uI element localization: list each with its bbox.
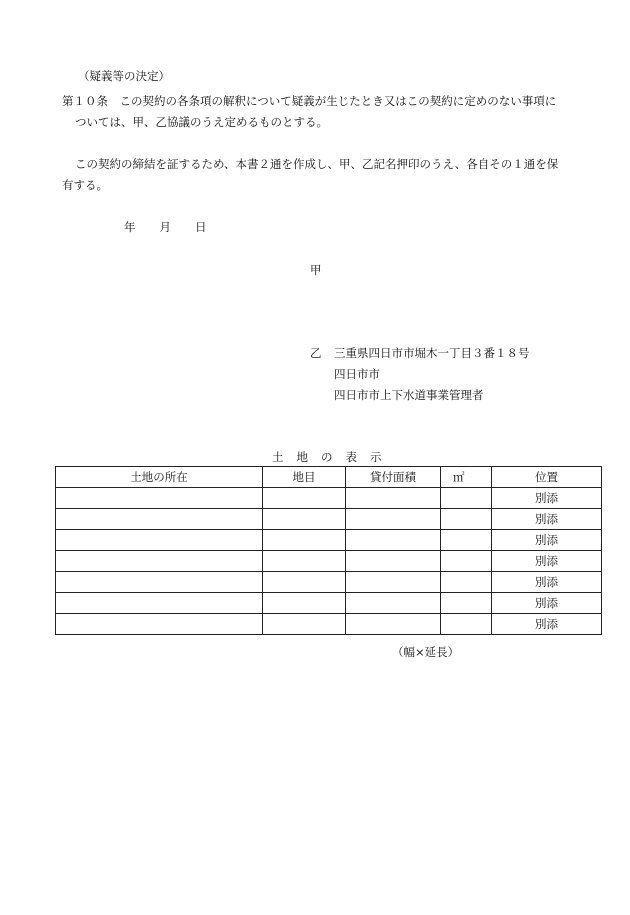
header-area-unit: ㎡ [441,467,492,488]
cell-category [263,488,346,509]
table-row [56,572,602,593]
cell-location [56,509,263,530]
cell-position: 別添 [492,551,602,572]
land-table-header-row [56,467,602,488]
party-a-label: 甲 [310,263,322,277]
party-b-representative: 四日市市上下水道事業管理者 [334,388,484,402]
cell-position: 別添 [492,488,602,509]
cell-area-unit [441,509,492,530]
land-table-title: 土地の表示 [272,450,395,464]
table-row [56,488,602,509]
cell-location [56,530,263,551]
cell-area-unit [441,614,492,635]
article-caption: （疑義等の決定） [78,69,170,83]
table-row [56,614,602,635]
cell-position: 別添 [492,572,602,593]
cell-location [56,551,263,572]
date-line [124,219,231,235]
cell-area [346,509,441,530]
cell-area-unit [441,530,492,551]
cell-area [346,551,441,572]
header-area: 貸付面積 [346,467,441,488]
cell-category [263,614,346,635]
land-table-footnote: （幅×延長） [392,645,460,659]
party-b-address: 三重県四日市市堀木一丁目３番１８号 [334,346,530,360]
cell-area [346,593,441,614]
cell-category [263,530,346,551]
article-10-heading: 第１０条 この契約の各条項の解釈について疑義が生じたとき又はこの契約に定めのない事項に [62,94,557,108]
article-10-continuation: ついては、甲、乙協議のうえ定めるものとする。 [75,115,328,129]
party-b-name: 四日市市 [334,367,380,381]
cell-location [56,572,263,593]
cell-category [263,551,346,572]
table-row [56,551,602,572]
header-location: 土地の所在 [56,467,263,488]
cell-location [56,614,263,635]
cell-location [56,593,263,614]
date-month-label: 月 [159,220,171,234]
party-b-label: 乙 [310,346,322,360]
header-category: 地目 [263,467,346,488]
cell-position: 別添 [492,509,602,530]
land-table [55,466,602,635]
cell-category [263,593,346,614]
cell-position: 別添 [492,593,602,614]
table-row [56,509,602,530]
cell-position: 別添 [492,530,602,551]
cell-area-unit [441,593,492,614]
cell-category [263,572,346,593]
cell-position: 別添 [492,614,602,635]
cell-area-unit [441,572,492,593]
witness-clause-line-1: この契約の締結を証するため、本書２通を作成し、甲、乙記名押印のうえ、各自その１通を保 [75,157,559,171]
table-row [56,593,602,614]
date-year-label: 年 [124,220,136,234]
cell-area [346,488,441,509]
table-row [56,530,602,551]
date-day-label: 日 [195,220,207,234]
cell-area [346,530,441,551]
cell-category [263,509,346,530]
header-position: 位置 [492,467,602,488]
cell-area [346,572,441,593]
cell-area-unit [441,551,492,572]
cell-area-unit [441,488,492,509]
witness-clause-line-2: 有する。 [62,178,108,192]
cell-area [346,614,441,635]
cell-location [56,488,263,509]
